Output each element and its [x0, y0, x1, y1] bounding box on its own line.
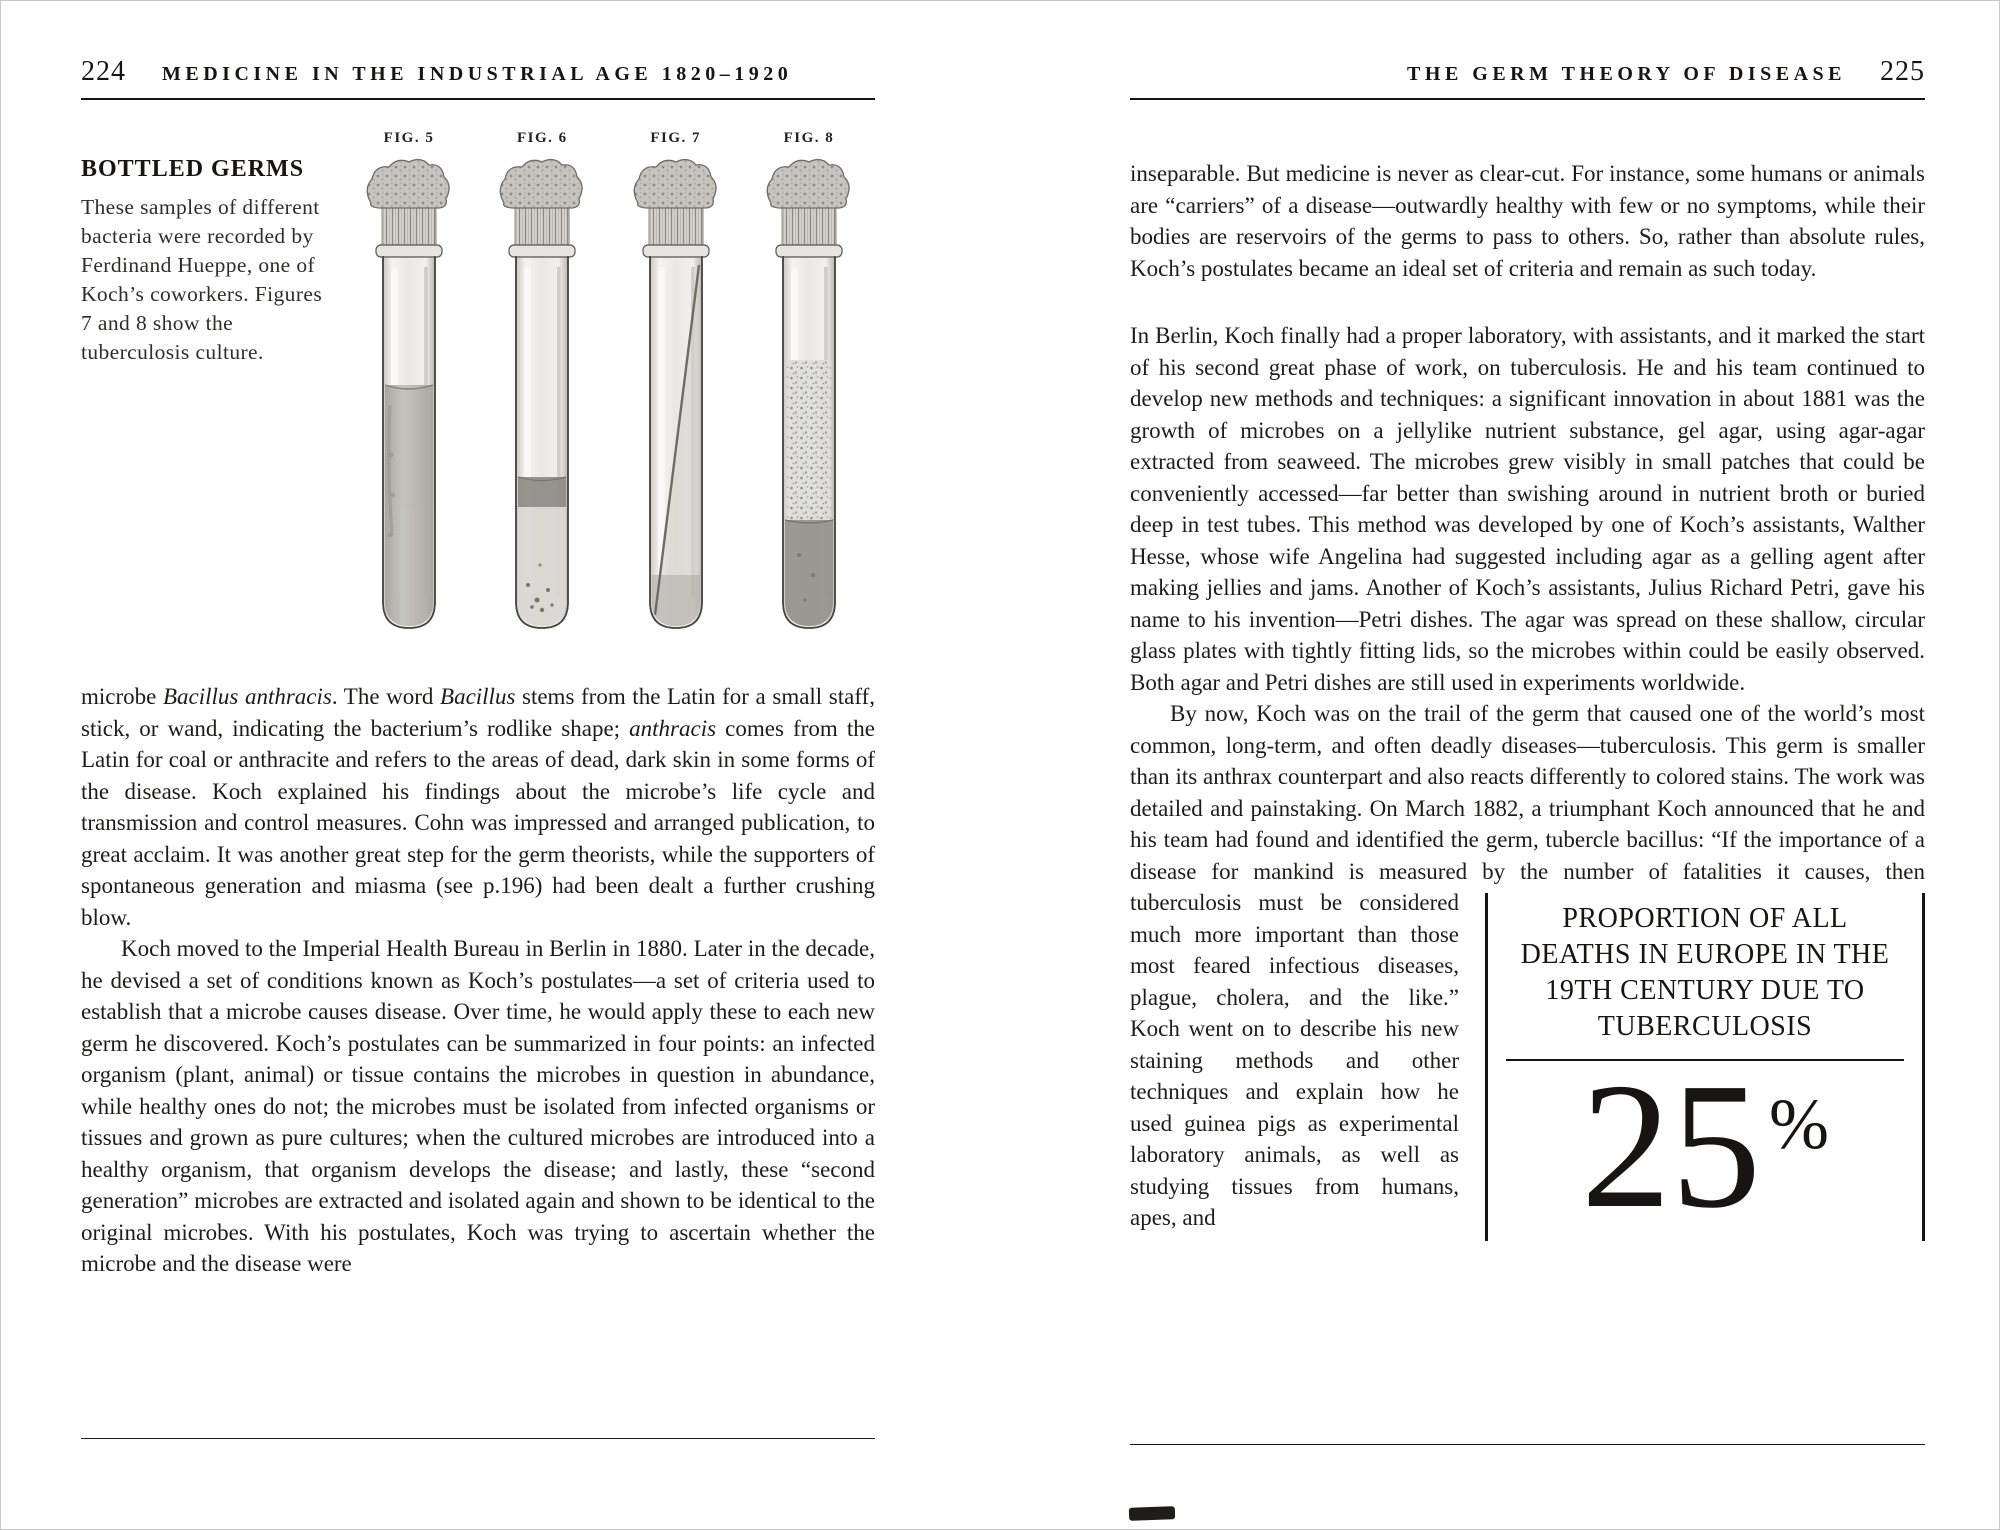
caption-text: These samples of different bacteria were recorded by Ferdinand Hueppe, one of Koch’s coworkers. Figures 7 and 8 show the tuberculosis culture.: [81, 195, 323, 364]
page-number-left: 224: [81, 56, 126, 87]
footer-rule-left: [81, 1438, 875, 1440]
paragraph-inseparable: inseparable. But medicine is never as clear-cut. For instance, some humans or animals are “carriers” of a disease—outwardly healthy with few or no symptoms, while their bodies are reservoirs of the germs to pass to others. So, rather than absolute rules, Koch’s postulates became an ideal set of criteria and remain as such today.: [1130, 161, 1925, 281]
figure-8-label: FIG. 8: [783, 130, 835, 146]
scan-artifact: [1129, 1506, 1175, 1521]
footer-rule-right: [1130, 1444, 1925, 1446]
paragraph-anthrax: microbe Bacillus anthracis. The word Bacillus stems from the Latin for a small staff, stick, or wand, indicating the bacterium’s rodlike shape; anthracis comes from the Latin for coal or anthracite and refers to the areas of dead, dark skin in some forms of the disease. Koch explained his findings about the microbe’s life cycle and transmission and control measures. Cohn was impressed and arranged publication, to great acclaim. It was another great step for the germ theorists, while the supporters of spontaneous generation and miasma (see p.196) had been dealt a further crushing blow.: [81, 684, 875, 930]
right-page-header: [1130, 56, 1925, 88]
stat-number: 25: [1581, 1046, 1761, 1245]
figure-caption: [81, 130, 331, 655]
test-tube-fig6-illustration: [482, 155, 602, 655]
figure-7-label: FIG. 7: [650, 130, 701, 146]
left-page-body: [81, 681, 875, 1280]
figure-6: [482, 130, 602, 655]
figure-6-label: FIG. 6: [516, 130, 568, 146]
tuberculosis-stat-box: [1485, 893, 1925, 1245]
left-page-header: [81, 56, 875, 88]
figure-7: [616, 130, 736, 655]
test-tube-fig8-illustration: [749, 155, 869, 655]
left-page: [1, 1, 1000, 1529]
test-tube-fig5-illustration: [349, 155, 469, 655]
percent-sign: %: [1769, 1084, 1829, 1164]
figure-5-label: FIG. 5: [383, 130, 435, 146]
page-number-right: 225: [1880, 56, 1925, 87]
running-head-left: MEDICINE IN THE INDUSTRIAL AGE 1820–1920: [162, 63, 793, 85]
paragraph-tuberculosis: [1130, 698, 1925, 1245]
paragraph-postulates: Koch moved to the Imperial Health Bureau in Berlin in 1880. Later in the decade, he devised a set of conditions known as Koch’s postulates—a set of criteria used to establish that a microbe causes disease. Over time, he would apply these to each new germ he discovered. Koch’s postulates can be summarized in four points: an infected organism (plant, animal) or tissue contains the microbes in question in abundance, while healthy ones do not; the microbes must be isolated from infected organisms or tissues and grown as pure cultures; when the cultured microbes are introduced into a healthy organism, that organism develops the disease; and lastly, these “second generation” microbes are extracted and isolated again and shown to be identical to the original microbes. With his postulates, Koch was trying to ascertain whether the microbe and the disease were: [81, 936, 875, 1276]
right-page-body: [1130, 158, 1925, 1245]
header-rule-left: [81, 98, 875, 100]
stat-box-value: [1504, 1046, 1906, 1245]
paragraph-berlin-lab: In Berlin, Koch finally had a proper laboratory, with assistants, and it marked the start of his second great phase of work, on tuberculosis. He and his team continued to develop new methods and techniques: a significant innovation in about 1881 was the growth of microbes on a jellylike nutrient substance, gel agar, using agar-agar extracted from seaweed. The microbes grew visibly in small patches that could be conveniently accessed—far better than swishing around in nutrient broth or buried deep in test tubes. This method was developed by one of Koch’s assistants, Walther Hesse, whose wife Angelina had suggested including agar as a gelling agent after making jellies and jams. Another of Koch’s assistants, Julius Richard Petri, gave his name to his invention—Petri dishes. The agar was spread on these shallow, circular glass plates with tightly fitting lids, so the microbes within could be easily observed. Both agar and Petri dishes are still used in experiments worldwide.: [1130, 323, 1925, 695]
stat-box-title: PROPORTION OF ALL DEATHS IN EUROPE IN THE 19TH CENTURY DUE TO TUBERCULOSIS: [1520, 903, 1890, 1042]
figure-5: [349, 130, 469, 655]
caption-title: BOTTLED GERMS: [81, 156, 305, 182]
running-head-right: THE GERM THEORY OF DISEASE: [1407, 63, 1846, 85]
figure-8: [749, 130, 869, 655]
paragraph-tuberculosis-start: By now, Koch was on the trail of the germ that caused one of the world’s most common, long-term, and often deadly diseases—tuberculosis. This germ is smaller than its anthrax counterpart and also reacts differently to colored stains. The work was detailed and painstaking. On March 1882, a triumphant Koch announced that he and his team had found and identified the germ, tubercle bacillus: “If the importance of a disease for mankind is measured by the number of fatalities it causes, then tuberculosis must be considered: [1130, 701, 1925, 915]
bottled-germs-figure: [81, 130, 875, 655]
paragraph-tuberculosis-end: much more important than those most feared infectious diseases, plague, cholera, and the like.” Koch went on to describe his new staining methods and other techniques and explain how he used guinea pigs as experimental laboratory animals, as well as studying tissues from humans, apes, and: [1130, 921, 1459, 1230]
test-tube-row: [331, 130, 875, 655]
right-page: [1000, 1, 1999, 1529]
header-rule-right: [1130, 98, 1925, 100]
test-tube-fig7-illustration: [616, 155, 736, 655]
